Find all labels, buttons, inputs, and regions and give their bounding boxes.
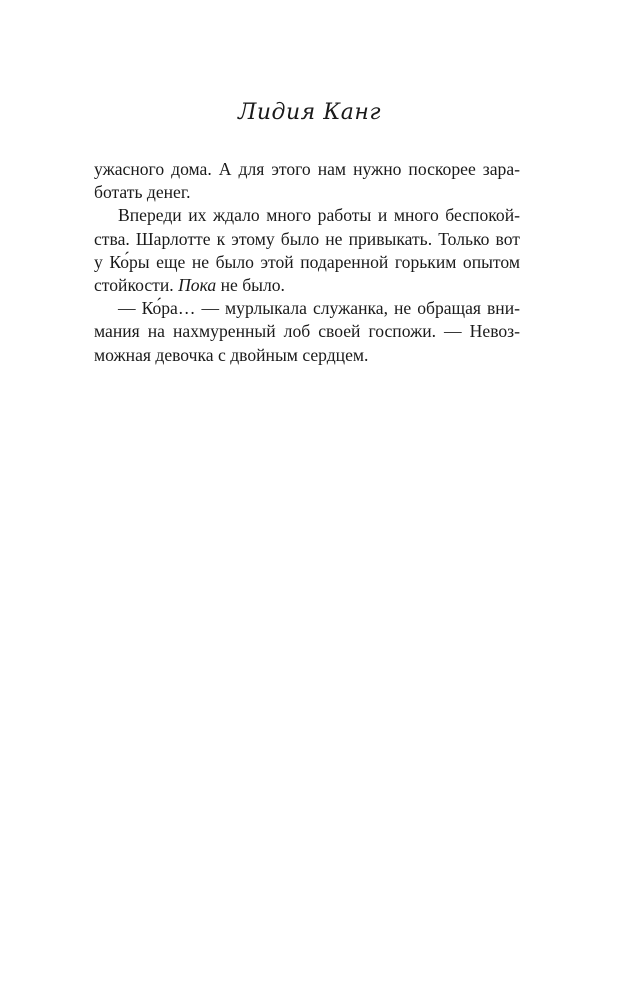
italic-word: Пока — [178, 274, 217, 295]
text-segment: не было. — [216, 274, 285, 295]
text-segment: стойкости. — [94, 274, 179, 295]
text-line: ужасного дома. А для этого нам нужно поскорее зара- — [94, 159, 520, 179]
text-line — [94, 274, 520, 297]
text-line: — Ко́ра… — мурлыкала служанка, не обращая вни- — [118, 298, 520, 319]
text-line: ства. Шарлотте к этому было не привыкать. Только вот — [94, 228, 520, 249]
text-line: у Ко́ры еще не было этой подаренной горьким опытом — [94, 251, 520, 272]
text-line: можная девочка с двойным сердцем. — [94, 344, 369, 365]
text-line: мания на нахмуренный лоб своей госпожи. — Невоз- — [94, 321, 520, 342]
text-line: ботать денег. — [94, 182, 191, 203]
running-head-author: Лидия Канг — [238, 100, 381, 125]
body-text — [94, 158, 520, 367]
text-line: Впереди их ждало много работы и много беспокой- — [118, 205, 520, 226]
